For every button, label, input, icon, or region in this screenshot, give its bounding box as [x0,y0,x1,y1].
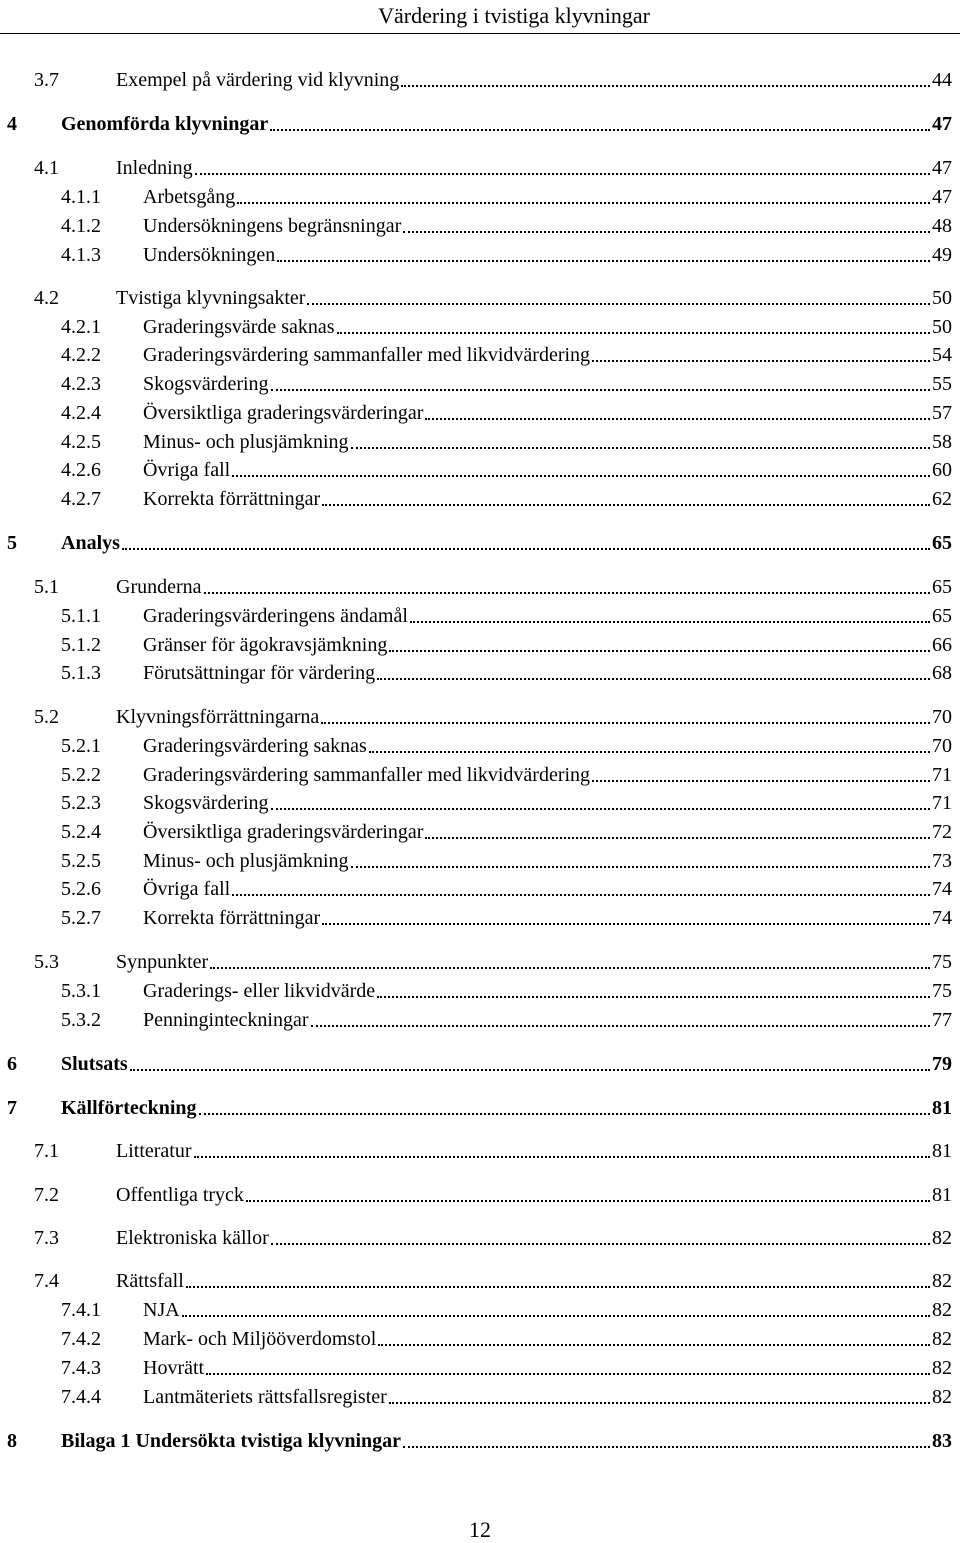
toc-entry-page: 81 [932,1097,952,1119]
toc-entry-row [116,1138,952,1164]
toc-entry-row [143,314,952,340]
dot-leader [271,1242,930,1245]
toc-entry-number: 4.2.3 [61,373,101,395]
toc-entry[interactable] [0,111,960,137]
dot-leader [232,893,930,896]
toc-entry-row [143,1007,952,1033]
toc-entry[interactable] [0,733,960,759]
toc-entry[interactable] [0,905,960,931]
toc-entry[interactable] [0,762,960,788]
toc-entry-page: 65 [932,605,952,627]
toc-entry-title: Exempel på värdering vid klyvning [116,69,400,91]
toc-entry-title: Skogsvärdering [143,792,269,814]
dot-leader [351,446,930,449]
toc-entry-row [61,111,952,137]
toc-entry-title: Graderings- eller likvidvärde [143,980,376,1002]
toc-entry-row [143,905,952,931]
toc-entry-title: Analys [61,532,120,554]
toc-entry-row [143,400,952,426]
toc-entry-title: Minus- och plusjämkning [143,431,349,453]
dot-leader [130,1068,930,1071]
toc-entry-page: 81 [932,1140,952,1162]
toc-entry-row [116,285,952,311]
toc-entry-number: 4.2 [34,287,59,309]
dot-leader [592,779,930,782]
toc-entry-title: Rättsfall [116,1270,184,1292]
toc-entry-title: Övriga fall [143,878,231,900]
toc-entry-number: 7 [7,1097,17,1119]
toc-entry[interactable] [0,457,960,483]
toc-entry[interactable] [0,1428,960,1454]
toc-entry[interactable] [0,1384,960,1410]
toc-entry-title: Lantmäteriets rättsfallsregister [143,1386,387,1408]
toc-entry[interactable] [0,155,960,181]
toc-entry[interactable] [0,819,960,845]
toc-entry-title: Graderingsvärderingens ändamål [143,605,408,627]
toc-entry-row [143,429,952,455]
dot-leader [277,259,930,262]
toc-entry-row [143,184,952,210]
dot-leader [122,547,930,550]
toc-entry-page: 82 [932,1299,952,1321]
toc-entry-title: Genomförda klyvningar [61,113,269,135]
toc-entry[interactable] [0,285,960,311]
toc-entry-title: Undersökningens begränsningar [143,215,402,237]
toc-entry-number: 8 [7,1430,17,1452]
toc-entry-number: 7.1 [34,1140,59,1162]
toc-entry-row [143,603,952,629]
toc-entry-number: 5.2.1 [61,735,101,757]
toc-entry-row [143,486,952,512]
toc-entry-title: Mark- och Miljööverdomstol [143,1328,377,1350]
toc-entry-number: 5.1.1 [61,605,101,627]
dot-leader [351,865,930,868]
toc-entry-title: Elektroniska källor [116,1227,269,1249]
toc-entry-title: Klyvningsförrättningarna [116,706,320,728]
toc-entry-page: 82 [932,1357,952,1379]
toc-entry-number: 5 [7,532,17,554]
dot-leader [389,649,930,652]
toc-entry-row [116,704,952,730]
dot-leader [403,1445,930,1448]
toc-entry-title: Förutsättningar för värdering [143,662,376,684]
toc-entry-page: 79 [932,1053,952,1075]
dot-leader [237,201,930,204]
toc-entry[interactable] [0,400,960,426]
toc-entry-page: 54 [932,344,952,366]
toc-entry-number: 4.1.3 [61,244,101,266]
toc-entry-row [143,848,952,874]
dot-leader [322,503,930,506]
toc-entry-number: 7.4.1 [61,1299,101,1321]
dot-leader [410,620,930,623]
toc-entry-row [143,733,952,759]
toc-entry-title: Hovrätt [143,1357,205,1379]
toc-entry-row [143,876,952,902]
dot-leader [369,750,930,753]
dot-leader [195,172,930,175]
toc-entry-number: 4.2.7 [61,488,101,510]
dot-leader [321,721,930,724]
toc-entry[interactable] [0,242,960,268]
toc-entry-number: 3.7 [34,69,59,91]
dot-leader [307,302,930,305]
toc-entry-page: 83 [932,1430,952,1452]
toc-entry-number: 5.2.3 [61,792,101,814]
toc-entry-number: 6 [7,1053,17,1075]
dot-leader [401,84,930,87]
toc-entry-number: 7.4.3 [61,1357,101,1379]
toc-entry-page: 82 [932,1270,952,1292]
toc-entry-row [143,1297,952,1323]
dot-leader [271,388,930,391]
dot-leader [204,591,930,594]
toc-entry-row [61,1095,952,1121]
toc-entry-number: 4.2.6 [61,459,101,481]
toc-entry-row [61,1051,952,1077]
toc-entry[interactable] [0,978,960,1004]
toc-entry[interactable] [0,1268,960,1294]
toc-entry-title: Graderingsvärde saknas [143,316,335,338]
dot-leader [206,1372,930,1375]
toc-entry-row [143,457,952,483]
toc-entry-page: 65 [932,532,952,554]
toc-entry-page: 47 [932,186,952,208]
toc-entry-title: Minus- och plusjämkning [143,850,349,872]
toc-entry[interactable] [0,371,960,397]
toc-entry[interactable] [0,429,960,455]
toc-entry-row [143,660,952,686]
dot-leader [186,1285,930,1288]
toc-entry-title: Arbetsgång [143,186,236,208]
toc-entry-page: 75 [932,980,952,1002]
toc-entry-row [143,342,952,368]
toc-entry-title: Korrekta förrättningar [143,488,321,510]
toc-entry[interactable] [0,1326,960,1352]
toc-entry-page: 77 [932,1009,952,1031]
dot-leader [425,417,930,420]
toc-entry-number: 5.2.7 [61,907,101,929]
dot-leader [210,966,930,969]
dot-leader [232,474,930,477]
toc-entry-title: Graderingsvärdering saknas [143,735,367,757]
toc-entry-title: Undersökningen [143,244,276,266]
dot-leader [425,836,930,839]
toc-entry-title: Källförteckning [61,1097,197,1119]
toc-entry-title: Skogsvärdering [143,373,269,395]
toc-entry-number: 4.1 [34,157,59,179]
toc-entry-page: 49 [932,244,952,266]
toc-entry-number: 7.4.4 [61,1386,101,1408]
toc-entry[interactable] [0,704,960,730]
toc-entry-number: 4.2.4 [61,402,101,424]
toc-entry-page: 82 [932,1227,952,1249]
toc-entry-number: 5.2.6 [61,878,101,900]
toc-entry-page: 60 [932,459,952,481]
toc-entry-row [116,1225,952,1251]
dot-leader [271,807,930,810]
toc-entry-number: 4 [7,113,17,135]
toc-entry-title: Grunderna [116,576,202,598]
toc-entry-page: 50 [932,287,952,309]
toc-entry-page: 70 [932,706,952,728]
dot-leader [337,331,930,334]
toc-entry-row [116,67,952,93]
dot-leader [592,359,930,362]
toc-entry-page: 70 [932,735,952,757]
toc-entry-page: 62 [932,488,952,510]
toc-entry-row [116,949,952,975]
toc-entry[interactable] [0,949,960,975]
toc-entry[interactable] [0,660,960,686]
toc-entry-title: Översiktliga graderingsvärderingar [143,402,424,424]
toc-entry-row [143,978,952,1004]
toc-entry[interactable] [0,1355,960,1381]
toc-entry[interactable] [0,1007,960,1033]
toc-entry-row [143,632,952,658]
toc-entry-number: 5.3.1 [61,980,101,1002]
toc-entry-title: Graderingsvärdering sammanfaller med likvidvärdering [143,764,591,786]
toc-entry[interactable] [0,184,960,210]
toc-entry-title: Gränser för ägokravsjämkning [143,634,388,656]
toc-entry[interactable] [0,1297,960,1323]
toc-entry-number: 5.3.2 [61,1009,101,1031]
toc-entry-page: 55 [932,373,952,395]
toc-entry-page: 74 [932,878,952,900]
toc-entry-number: 4.2.2 [61,344,101,366]
toc-entry[interactable] [0,632,960,658]
dot-leader [270,128,930,131]
toc-entry-page: 57 [932,402,952,424]
toc-entry-page: 50 [932,316,952,338]
toc-entry-title: Tvistiga klyvningsakter [116,287,306,309]
toc-entry-row [143,819,952,845]
toc-entry-row [116,574,952,600]
toc-entry-title: Översiktliga graderingsvärderingar [143,821,424,843]
toc-entry-number: 5.2.2 [61,764,101,786]
toc-entry-row [143,371,952,397]
toc-entry-number: 4.2.1 [61,316,101,338]
dot-leader [389,1401,930,1404]
toc-entry-title: Graderingsvärdering sammanfaller med likvidvärdering [143,344,591,366]
toc-entry-number: 7.4.2 [61,1328,101,1350]
toc-entry-number: 7.2 [34,1184,59,1206]
toc-entry-number: 7.3 [34,1227,59,1249]
toc-entry-row [143,1355,952,1381]
dot-leader [378,1343,930,1346]
toc-entry-row [143,762,952,788]
toc-entry-title: Penninginteckningar [143,1009,309,1031]
toc-entry-number: 5.2.5 [61,850,101,872]
toc-entry[interactable] [0,530,960,556]
toc-entry-row [143,790,952,816]
toc-entry-title: Slutsats [61,1053,128,1075]
toc-entry-row [116,1182,952,1208]
toc-entry-title: Bilaga 1 Undersökta tvistiga klyvningar [61,1430,402,1452]
toc-entry-title: Övriga fall [143,459,231,481]
toc-entry-row [116,1268,952,1294]
toc-entry-title: Korrekta förrättningar [143,907,321,929]
toc-entry[interactable] [0,848,960,874]
toc-entry-page: 47 [932,157,952,179]
toc-entry-page: 71 [932,792,952,814]
toc-entry-number: 4.2.5 [61,431,101,453]
toc-entry-page: 71 [932,764,952,786]
toc-entry[interactable] [0,1095,960,1121]
toc-entry-number: 7.4 [34,1270,59,1292]
toc-entry-row [61,530,952,556]
toc-entry-title: Offentliga tryck [116,1184,244,1206]
toc-entry-number: 5.1.3 [61,662,101,684]
toc-entry-page: 47 [932,113,952,135]
toc-entry-number: 5.1 [34,576,59,598]
dot-leader [403,230,930,233]
dot-leader [311,1024,930,1027]
toc-entry-row [116,155,952,181]
toc-entry-page: 58 [932,431,952,453]
toc-entry-number: 5.2 [34,706,59,728]
toc-entry[interactable] [0,1225,960,1251]
toc-entry-number: 5.3 [34,951,59,973]
toc-entry[interactable] [0,486,960,512]
dot-leader [377,677,930,680]
toc-entry-row [143,242,952,268]
page-number: 12 [469,1517,491,1542]
toc-entry[interactable] [0,1138,960,1164]
toc-entry-number: 4.1.1 [61,186,101,208]
toc-entry-row [143,1326,952,1352]
dot-leader [246,1199,930,1202]
dot-leader [377,995,930,998]
toc-entry-page: 48 [932,215,952,237]
toc-entry[interactable] [0,876,960,902]
toc-entry-row [143,213,952,239]
toc-entry-number: 5.1.2 [61,634,101,656]
toc-entry[interactable] [0,213,960,239]
toc-entry-page: 68 [932,662,952,684]
toc-entry[interactable] [0,314,960,340]
toc-entry[interactable] [0,1051,960,1077]
toc-entry-page: 81 [932,1184,952,1206]
toc-entry[interactable] [0,342,960,368]
dot-leader [322,922,930,925]
toc-entry-page: 74 [932,907,952,929]
toc-entry-title: Synpunkter [116,951,209,973]
toc-entry-page: 75 [932,951,952,973]
toc-entry-title: NJA [143,1299,180,1321]
toc-entry-page: 44 [932,69,952,91]
toc-entry-row [61,1428,952,1454]
toc-entry[interactable] [0,1182,960,1208]
toc-entry-number: 5.2.4 [61,821,101,843]
toc-entry[interactable] [0,790,960,816]
toc-entry[interactable] [0,67,960,93]
toc-entry-page: 82 [932,1386,952,1408]
toc-entry-page: 66 [932,634,952,656]
toc-entry-title: Inledning [116,157,193,179]
toc-entry[interactable] [0,574,960,600]
toc-entry-page: 72 [932,821,952,843]
toc-entry-title: Litteratur [116,1140,192,1162]
toc-entry-page: 65 [932,576,952,598]
toc-entry-page: 82 [932,1328,952,1350]
toc-entry-page: 73 [932,850,952,872]
toc-entry-number: 4.1.2 [61,215,101,237]
dot-leader [182,1314,930,1317]
document-title: Värdering i tvistiga klyvningar [378,3,650,28]
dot-leader [194,1155,930,1158]
toc-entry[interactable] [0,603,960,629]
dot-leader [199,1112,930,1115]
toc-entry-row [143,1384,952,1410]
